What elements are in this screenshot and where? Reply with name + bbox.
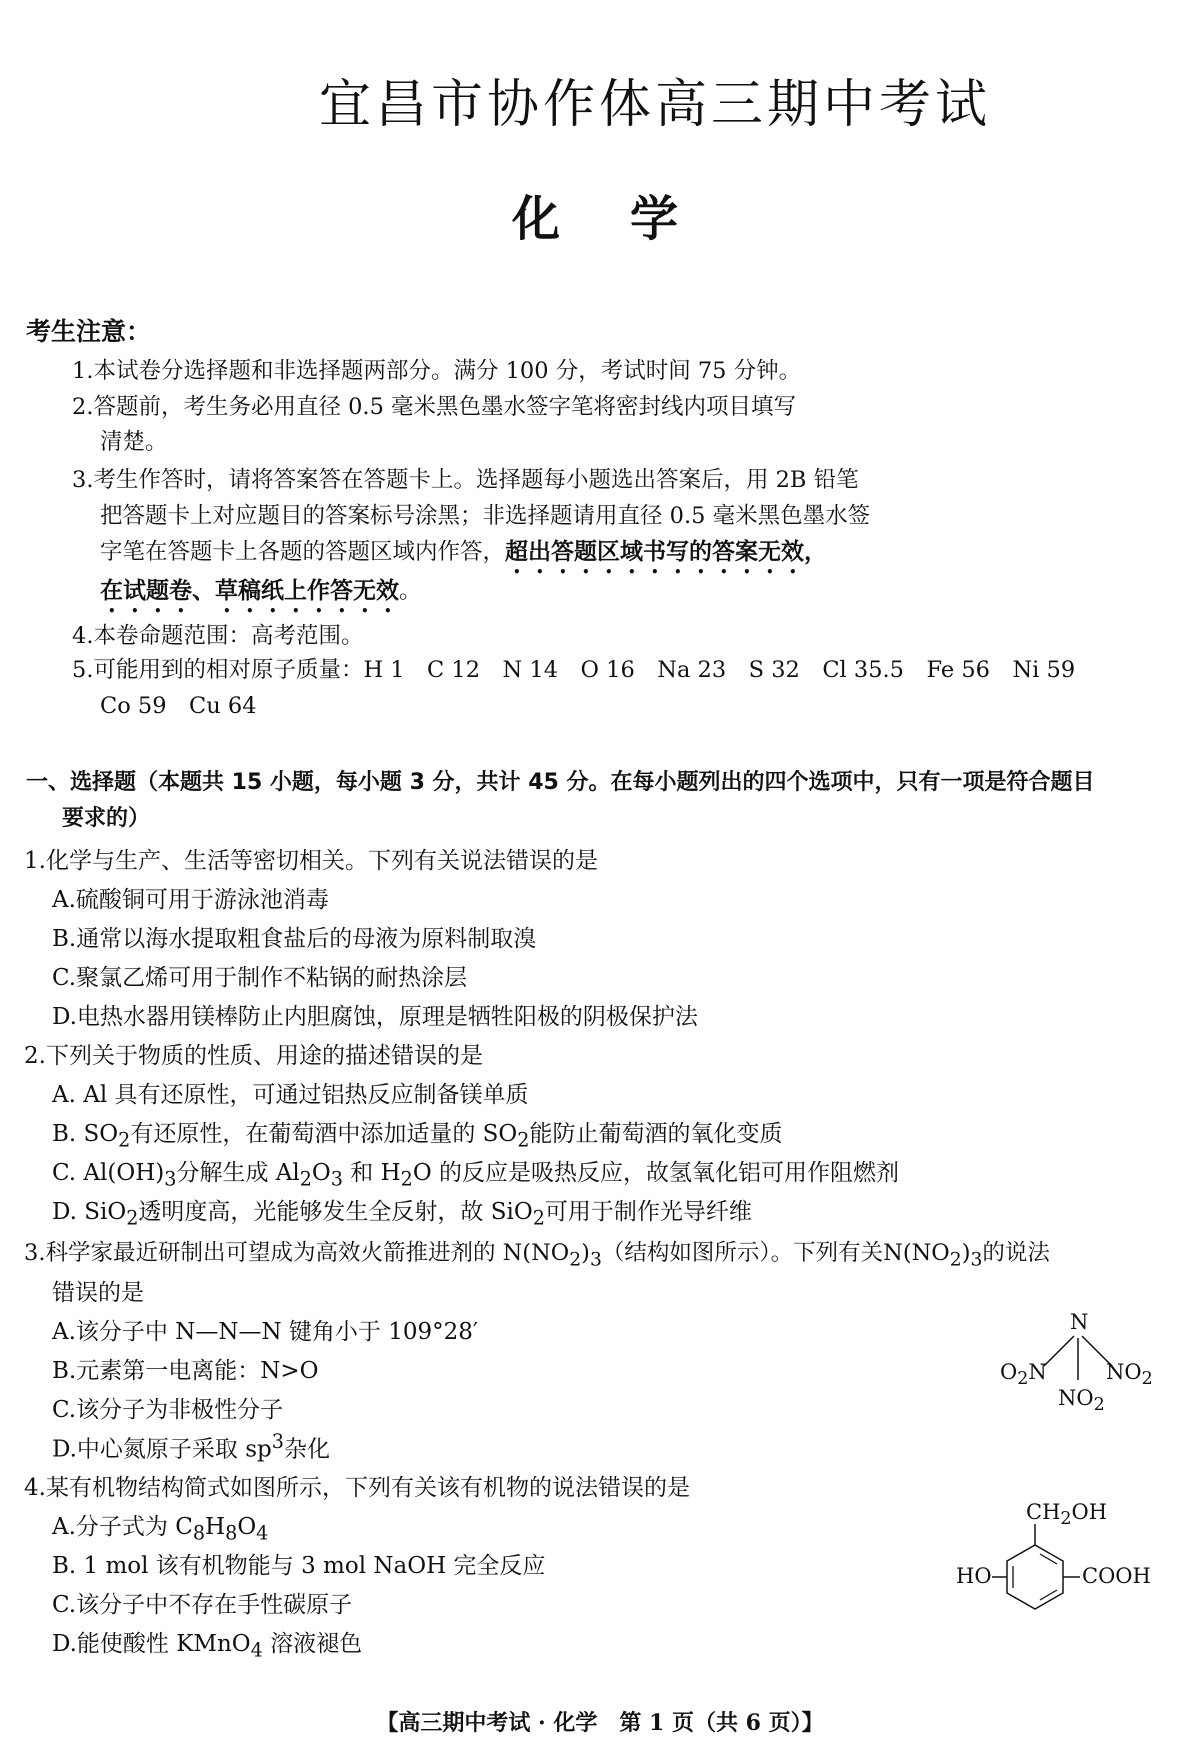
question-4-option-a xyxy=(52,1508,268,1545)
text: NO xyxy=(1058,1386,1094,1410)
text: 分解生成 Al xyxy=(176,1160,300,1186)
text: 的说法 xyxy=(982,1240,1050,1266)
subscript: 2 xyxy=(118,1128,131,1152)
text: 溶液褪色 xyxy=(262,1631,363,1657)
notice-text: 字笔在答题卡上各题的答题区域内作答， xyxy=(100,539,506,565)
notice-item-5: 5.可能用到的相对原子质量：H 1 C 12 N 14 O 16 Na 23 S 32 Cl 35.5 Fe 56 Ni 59 xyxy=(72,657,1076,683)
text: C. Al(OH) xyxy=(52,1160,165,1186)
notice-item-3-cont1: 把答题卡上对应题目的答案标号涂黑；非选择题请用直径 0.5 毫米黑色墨水签 xyxy=(100,503,871,529)
text: 透明度高，光能够发生全反射，故 SiO xyxy=(138,1199,533,1225)
question-3-option-c: C.该分子为非极性分子 xyxy=(52,1397,284,1423)
subscript: 2 xyxy=(126,1206,139,1230)
subscript: 3 xyxy=(330,1167,343,1191)
text: 能防止葡萄酒的氧化变质 xyxy=(529,1121,783,1147)
bottom-group-label xyxy=(1058,1386,1105,1415)
question-1-stem: 1.化学与生产、生活等密切相关。下列有关说法错误的是 xyxy=(24,848,598,874)
question-4-stem: 4.某有机物结构简式如图所示，下列有关该有机物的说法错误的是 xyxy=(24,1475,690,1501)
subscript: 2 xyxy=(299,1167,312,1191)
text: O xyxy=(237,1514,257,1540)
superscript: 3 xyxy=(271,1430,284,1453)
question-2-option-d xyxy=(52,1193,752,1230)
question-2-option-a: A. Al 具有还原性，可通过铝热反应制备镁单质 xyxy=(52,1082,529,1108)
subscript: 8 xyxy=(225,1521,238,1545)
section-heading: 一、选择题（本题共 15 小题，每小题 3 分，共计 45 分。在每小题列出的四个选项中，只有一项是符合题目 xyxy=(26,770,1095,795)
text: OH xyxy=(1071,1500,1108,1524)
subscript: 2 xyxy=(1017,1369,1029,1390)
left-group-label xyxy=(1000,1360,1047,1389)
notice-item-5-cont: Co 59 Cu 64 xyxy=(100,693,257,719)
notice-item-3-cont3 xyxy=(100,572,422,618)
text: O xyxy=(1000,1360,1018,1384)
exam-title: 宜昌市协作体高三期中考试 xyxy=(318,75,991,135)
notice-heading: 考生注意： xyxy=(26,317,152,346)
question-1-option-b: B.通常以海水提取粗食盐后的母液为原料制取溴 xyxy=(52,926,537,952)
notice-item-4: 4.本卷命题范围：高考范围。 xyxy=(72,623,364,649)
text: 3.科学家最近研制出可望成为高效火箭推进剂的 N(NO xyxy=(24,1240,570,1266)
subscript: 3 xyxy=(589,1249,602,1271)
subscript: 3 xyxy=(970,1249,983,1271)
question-3-stem xyxy=(24,1235,1050,1271)
text: D.能使酸性 KMnO xyxy=(52,1631,251,1657)
question-4-option-b: B. 1 mol 该有机物能与 3 mol NaOH 完全反应 xyxy=(52,1553,546,1579)
subscript: 2 xyxy=(569,1249,582,1271)
notice-item-3: 3.考生作答时，请将答案答在答题卡上。选择题每小题选出答案后，用 2B 铅笔 xyxy=(72,467,859,493)
text: 和 H xyxy=(342,1160,401,1186)
question-2-option-c xyxy=(52,1154,899,1191)
page-footer: 【高三期中考试 · 化学 第 1 页（共 6 页）】 xyxy=(376,1710,824,1736)
center-nitrogen-label: N xyxy=(1070,1310,1089,1334)
question-3-stem-cont: 错误的是 xyxy=(52,1280,144,1306)
hydroxyl-group-label: HO xyxy=(956,1564,992,1588)
question-1-option-c: C.聚氯乙烯可用于制作不粘锅的耐热涂层 xyxy=(52,965,468,991)
notice-item-2: 2.答题前，考生务必用直径 0.5 毫米黑色墨水签字笔将密封线内项目填写 xyxy=(72,394,797,420)
text: 有还原性，在葡萄酒中添加适量的 SO xyxy=(130,1121,518,1147)
text: CH xyxy=(1026,1500,1061,1524)
text: H xyxy=(205,1514,226,1540)
text: N xyxy=(1028,1360,1047,1384)
subscript: 8 xyxy=(192,1521,206,1545)
subscript: 2 xyxy=(1060,1509,1072,1530)
notice-emphasis: 在试题卷、草稿纸上作答无效 xyxy=(100,578,399,604)
notice-text: 。 xyxy=(399,578,422,604)
question-3-option-d xyxy=(52,1430,330,1464)
notice-item-1: 1.本试卷分选择题和非选择题两部分。满分 100 分，考试时间 75 分钟。 xyxy=(72,358,802,384)
subscript: 2 xyxy=(1141,1369,1153,1390)
question-3-option-b: B.元素第一电离能：N>O xyxy=(52,1358,319,1384)
notice-item-2-cont: 清楚。 xyxy=(100,429,168,455)
subscript: 4 xyxy=(250,1638,263,1662)
question-2-option-b xyxy=(52,1115,782,1152)
text: NO xyxy=(1106,1360,1142,1384)
subject-title: 化学 xyxy=(511,191,748,247)
text: 杂化 xyxy=(283,1436,330,1463)
question-4-option-c: C.该分子中不存在手性碳原子 xyxy=(52,1592,353,1618)
ch2oh-group-label xyxy=(1026,1500,1107,1529)
question-3-option-a: A.该分子中 N—N—N 键角小于 109°28′ xyxy=(52,1319,479,1345)
organic-molecule-figure xyxy=(930,1500,1180,1650)
text: O 的反应是吸热反应，故氢氧化铝可用作阻燃剂 xyxy=(412,1160,900,1186)
question-2-stem: 2.下列关于物质的性质、用途的描述错误的是 xyxy=(24,1043,483,1069)
right-group-label xyxy=(1106,1360,1153,1389)
text: D. SiO xyxy=(52,1199,127,1225)
text: （结构如图所示）。下列有关N(NO xyxy=(601,1240,950,1266)
subscript: 3 xyxy=(164,1167,177,1191)
notice-emphasis: 超出答题区域书写的答案无效， xyxy=(505,539,828,565)
text: 可用于制作光导纤维 xyxy=(544,1199,752,1225)
subscript: 2 xyxy=(1093,1395,1105,1416)
carboxyl-group-label: COOH xyxy=(1082,1564,1151,1588)
text: O xyxy=(311,1160,331,1186)
subscript: 2 xyxy=(532,1206,545,1230)
text: B. SO xyxy=(52,1121,119,1147)
nitro-molecule-figure xyxy=(990,1308,1170,1423)
text: A.分子式为 C xyxy=(52,1514,193,1540)
question-4-option-d xyxy=(52,1625,362,1662)
subscript: 2 xyxy=(517,1128,530,1152)
subscript: 2 xyxy=(949,1249,962,1271)
subscript: 4 xyxy=(256,1521,269,1545)
text: ) xyxy=(581,1240,590,1266)
text: ) xyxy=(961,1240,971,1266)
question-1-option-d: D.电热水器用镁棒防止内胆腐蚀，原理是牺牲阳极的阴极保护法 xyxy=(52,1004,698,1030)
section-heading-cont: 要求的） xyxy=(62,806,151,831)
question-1-option-a: A.硫酸铜可用于游泳池消毒 xyxy=(52,887,329,913)
text: D.中心氮原子采取 sp xyxy=(52,1436,272,1463)
subscript: 2 xyxy=(400,1167,413,1191)
